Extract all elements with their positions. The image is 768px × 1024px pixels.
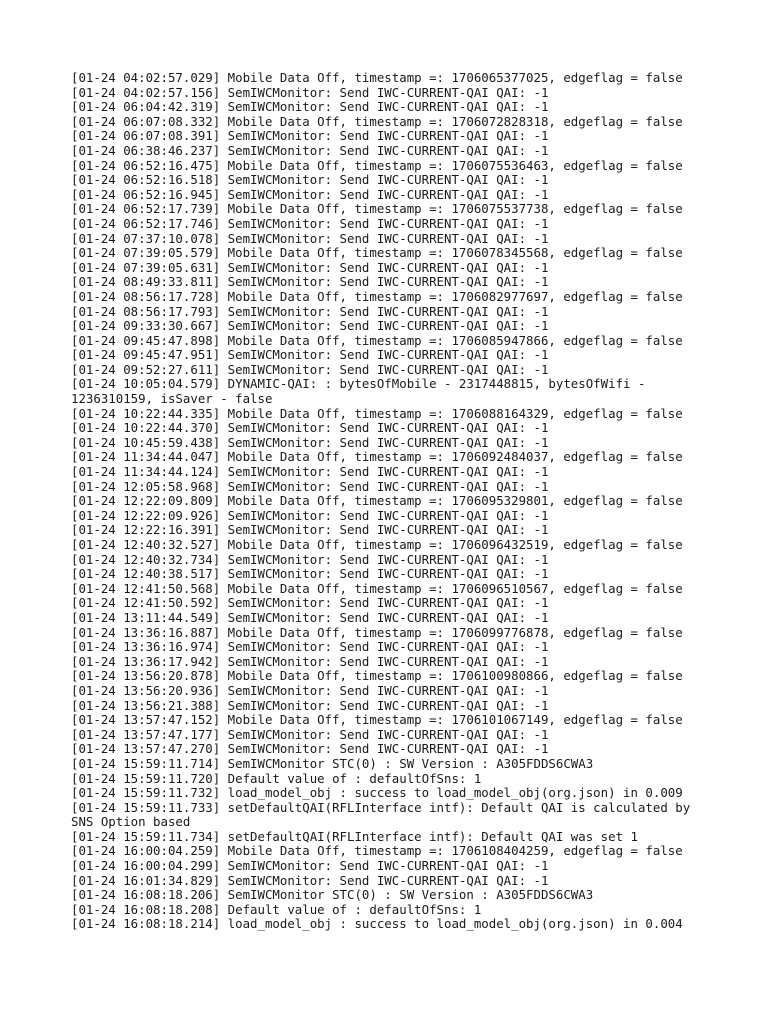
log-line: [01-24 08:56:17.728] Mobile Data Off, timestamp =: 1706082977697, edgeflag = false [71,288,683,304]
log-text [71,71,711,932]
log-line: [01-24 16:00:04.299] SemIWCMonitor: Send IWC-CURRENT-QAI QAI: -1 [71,858,549,874]
log-line: [01-24 15:59:11.734] setDefaultQAI(RFLInterface intf): Default QAI was set 1 [71,828,638,844]
log-line: [01-24 07:37:10.078] SemIWCMonitor: Send IWC-CURRENT-QAI QAI: -1 [71,230,549,246]
log-line: [01-24 15:59:11.732] load_model_obj : success to load_model_obj(org.json) in 0.009 [71,785,683,801]
log-line: [01-24 10:22:44.370] SemIWCMonitor: Send IWC-CURRENT-QAI QAI: -1 [71,420,549,436]
log-line: [01-24 06:07:08.391] SemIWCMonitor: Send IWC-CURRENT-QAI QAI: -1 [71,128,549,144]
log-line: [01-24 06:52:16.518] SemIWCMonitor: Send IWC-CURRENT-QAI QAI: -1 [71,172,549,188]
log-line: [01-24 13:57:47.177] SemIWCMonitor: Send IWC-CURRENT-QAI QAI: -1 [71,726,549,742]
log-line: [01-24 09:52:27.611] SemIWCMonitor: Send IWC-CURRENT-QAI QAI: -1 [71,361,549,377]
log-line: [01-24 16:00:04.259] Mobile Data Off, timestamp =: 1706108404259, edgeflag = false [71,843,683,859]
log-line: [01-24 13:36:16.974] SemIWCMonitor: Send IWC-CURRENT-QAI QAI: -1 [71,639,549,655]
log-line: [01-24 13:11:44.549] SemIWCMonitor: Send IWC-CURRENT-QAI QAI: -1 [71,609,549,625]
log-line: [01-24 12:40:32.527] Mobile Data Off, timestamp =: 1706096432519, edgeflag = false [71,537,683,552]
log-line: [01-24 15:59:11.720] Default value of : defaultOfSns: 1 [71,770,482,786]
log-line: [01-24 12:22:09.926] SemIWCMonitor: Send IWC-CURRENT-QAI QAI: -1 [71,507,549,523]
log-line: [01-24 08:56:17.793] SemIWCMonitor: Send IWC-CURRENT-QAI QAI: -1 [71,303,549,319]
log-line: [01-24 15:59:11.714] SemIWCMonitor STC(0) : SW Version : A305FDDS6CWA3 [71,755,594,771]
log-line: [01-24 12:41:50.568] Mobile Data Off, timestamp =: 1706096510567, edgeflag = false [71,580,683,596]
log-line: [01-24 16:08:18.206] SemIWCMonitor STC(0) : SW Version : A305FDDS6CWA3 [71,887,594,903]
log-line: [01-24 10:22:44.335] Mobile Data Off, timestamp =: 1706088164329, edgeflag = false [71,405,683,421]
log-line: [01-24 16:08:18.208] Default value of : defaultOfSns: 1 [71,901,482,917]
log-line: [01-24 11:34:44.047] Mobile Data Off, timestamp =: 1706092484037, edgeflag = false [71,449,683,465]
log-line: [01-24 15:59:11.733] setDefaultQAI(RFLInterface intf): Default QAI is calculated by SNS Option based [71,799,698,830]
log-line: [01-24 13:56:20.936] SemIWCMonitor: Send IWC-CURRENT-QAI QAI: -1 [71,682,549,698]
log-line: [01-24 07:39:05.631] SemIWCMonitor: Send IWC-CURRENT-QAI QAI: -1 [71,259,549,275]
log-line: [01-24 06:52:17.739] Mobile Data Off, timestamp =: 1706075537738, edgeflag = false [71,201,683,217]
log-line: [01-24 07:39:05.579] Mobile Data Off, timestamp =: 1706078345568, edgeflag = false [71,245,683,261]
log-line: [01-24 12:40:38.517] SemIWCMonitor: Send IWC-CURRENT-QAI QAI: -1 [71,566,549,582]
log-line: [01-24 06:52:16.475] Mobile Data Off, timestamp =: 1706075536463, edgeflag = false [71,157,683,173]
log-line: [01-24 09:45:47.898] Mobile Data Off, timestamp =: 1706085947866, edgeflag = false [71,332,683,348]
log-line: [01-24 13:36:16.887] Mobile Data Off, timestamp =: 1706099776878, edgeflag = false [71,624,683,640]
log-line: [01-24 13:56:20.878] Mobile Data Off, timestamp =: 1706100980866, edgeflag = false [71,668,683,684]
log-line: [01-24 04:02:57.156] SemIWCMonitor: Send IWC-CURRENT-QAI QAI: -1 [71,84,549,100]
log-line: [01-24 13:57:47.270] SemIWCMonitor: Send IWC-CURRENT-QAI QAI: -1 [71,741,549,757]
log-line: [01-24 06:52:17.746] SemIWCMonitor: Send IWC-CURRENT-QAI QAI: -1 [71,215,549,231]
log-line: [01-24 04:02:57.029] Mobile Data Off, timestamp =: 1706065377025, edgeflag = false [71,70,683,85]
log-line: [01-24 16:08:18.214] load_model_obj : success to load_model_obj(org.json) in 0.004 [71,916,683,932]
log-line: [01-24 13:57:47.152] Mobile Data Off, timestamp =: 1706101067149, edgeflag = false [71,712,683,728]
log-line: [01-24 06:52:16.945] SemIWCMonitor: Send IWC-CURRENT-QAI QAI: -1 [71,186,549,202]
log-line: [01-24 12:40:32.734] SemIWCMonitor: Send IWC-CURRENT-QAI QAI: -1 [71,551,549,567]
log-line: [01-24 08:49:33.811] SemIWCMonitor: Send IWC-CURRENT-QAI QAI: -1 [71,274,549,290]
log-line: [01-24 16:01:34.829] SemIWCMonitor: Send IWC-CURRENT-QAI QAI: -1 [71,872,549,888]
log-line: [01-24 12:22:09.809] Mobile Data Off, timestamp =: 1706095329801, edgeflag = false [71,493,683,509]
log-line: [01-24 09:33:30.667] SemIWCMonitor: Send IWC-CURRENT-QAI QAI: -1 [71,318,549,334]
log-line: [01-24 10:05:04.579] DYNAMIC-QAI: : bytesOfMobile - 2317448815, bytesOfWifi - 1236310159, isSaver - false [71,376,653,407]
log-line: [01-24 06:04:42.319] SemIWCMonitor: Send IWC-CURRENT-QAI QAI: -1 [71,99,549,115]
log-line: [01-24 10:45:59.438] SemIWCMonitor: Send IWC-CURRENT-QAI QAI: -1 [71,434,549,450]
log-line: [01-24 06:07:08.332] Mobile Data Off, timestamp =: 1706072828318, edgeflag = false [71,113,683,129]
log-line: [01-24 06:38:46.237] SemIWCMonitor: Send IWC-CURRENT-QAI QAI: -1 [71,142,549,158]
log-line: [01-24 12:41:50.592] SemIWCMonitor: Send IWC-CURRENT-QAI QAI: -1 [71,595,549,611]
log-line: [01-24 13:56:21.388] SemIWCMonitor: Send IWC-CURRENT-QAI QAI: -1 [71,697,549,713]
log-line: [01-24 12:22:16.391] SemIWCMonitor: Send IWC-CURRENT-QAI QAI: -1 [71,522,549,538]
log-line: [01-24 09:45:47.951] SemIWCMonitor: Send IWC-CURRENT-QAI QAI: -1 [71,347,549,363]
log-line: [01-24 11:34:44.124] SemIWCMonitor: Send IWC-CURRENT-QAI QAI: -1 [71,464,549,480]
log-line: [01-24 12:05:58.968] SemIWCMonitor: Send IWC-CURRENT-QAI QAI: -1 [71,478,549,494]
log-line: [01-24 13:36:17.942] SemIWCMonitor: Send IWC-CURRENT-QAI QAI: -1 [71,653,549,669]
